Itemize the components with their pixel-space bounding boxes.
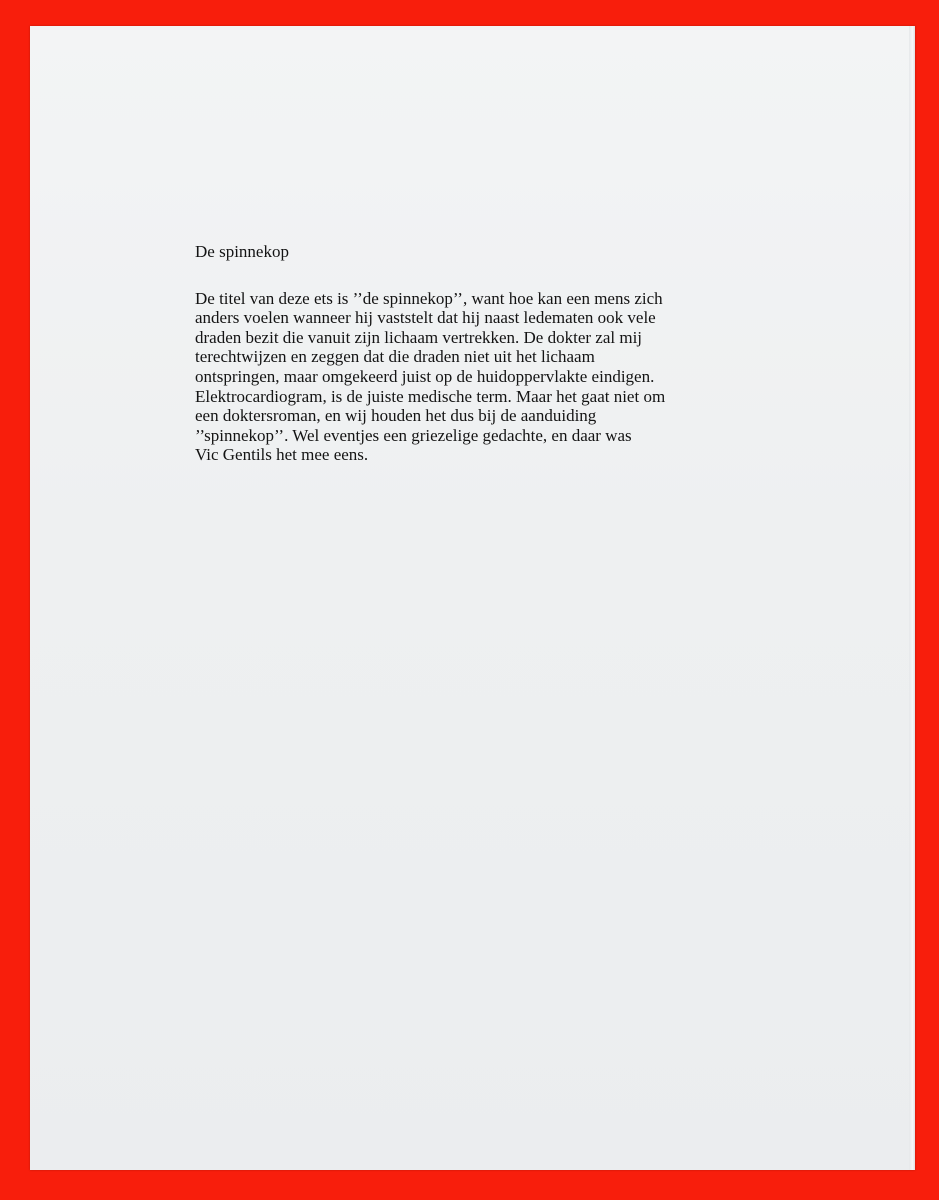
body-paragraph	[195, 289, 755, 465]
text-block	[195, 242, 755, 465]
body-line: ontspringen, maar omgekeerd juist op de huidoppervlakte eindigen.	[195, 366, 655, 386]
body-line: De titel van deze ets is ’’de spinnekop’’, want hoe kan een mens zich	[195, 288, 663, 308]
body-line: een doktersroman, en wij houden het dus bij de aanduiding	[195, 406, 597, 426]
paper-edge	[909, 26, 915, 1170]
body-line: Elektrocardiogram, is de juiste medische term. Maar het gaat niet om	[195, 386, 666, 406]
body-line: ’’spinnekop’’. Wel eventjes een griezelige gedachte, en daar was	[195, 425, 632, 445]
body-line: terechtwijzen en zeggen dat die draden niet uit het lichaam	[195, 347, 595, 367]
body-line: draden bezit die vanuit zijn lichaam vertrekken. De dokter zal mij	[195, 327, 643, 347]
body-line: anders voelen wanneer hij vaststelt dat hij naast ledematen ook vele	[195, 308, 656, 328]
document-title: De spinnekop	[195, 242, 289, 261]
body-line: Vic Gentils het mee eens.	[195, 445, 369, 465]
paper-sheet	[30, 26, 915, 1170]
